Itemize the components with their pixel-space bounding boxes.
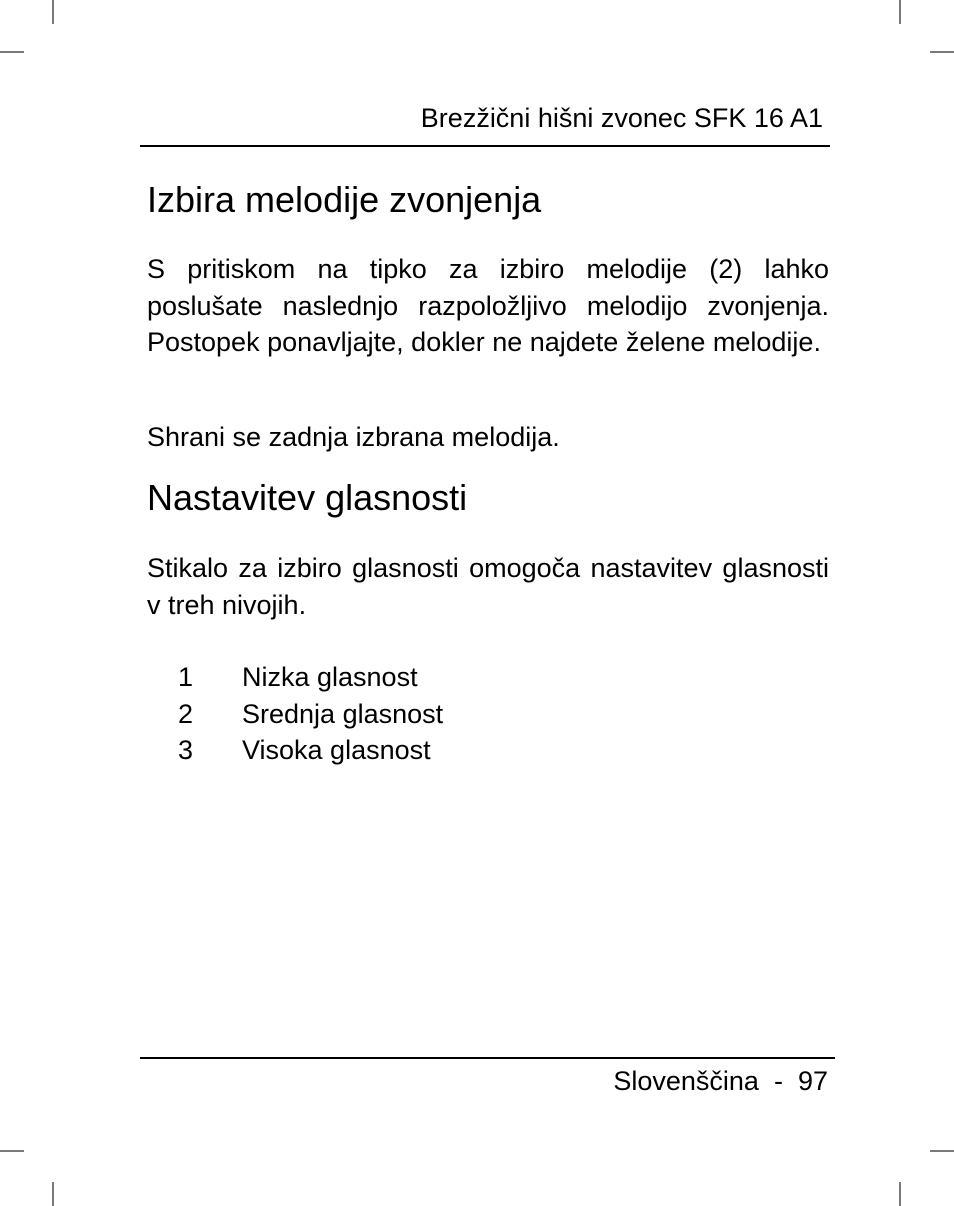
running-header: Brezžični hišni zvonec SFK 16 A1 — [420, 103, 823, 133]
list-item — [178, 696, 443, 733]
crop-mark — [52, 1182, 54, 1206]
list-item-label: Visoka glasnost — [242, 735, 431, 765]
footer-language: Slovenščina — [613, 1066, 759, 1096]
list-item — [178, 732, 443, 769]
volume-level-list — [178, 659, 443, 769]
header-rule — [140, 145, 830, 147]
paragraph-volume-instructions: Stikalo za izbiro glasnosti omogoča nastavitev glasnosti v treh nivojih. — [147, 553, 829, 620]
crop-mark — [930, 1150, 954, 1152]
list-item-label: Nizka glasnost — [242, 662, 418, 692]
paragraph-ringtone-saved: Shrani se zadnja izbrana melodija. — [147, 422, 560, 452]
section-heading-volume: Nastavitev glasnosti — [147, 477, 468, 518]
list-item-number: 3 — [178, 735, 194, 765]
page-footer — [613, 1063, 828, 1099]
footer-rule — [140, 1057, 835, 1059]
crop-mark — [52, 0, 54, 24]
crop-mark — [930, 51, 954, 53]
crop-mark — [0, 51, 24, 53]
crop-mark — [0, 1150, 24, 1152]
paragraph-ringtone-instructions: S pritiskom na tipko za izbiro melodije (2) lahko poslušate naslednjo razpoložljivo melodijo zvonjenja. Postopek ponavljajte, dokler ne najdete želene melodije. — [147, 254, 829, 357]
list-item-label: Srednja glasnost — [242, 698, 444, 729]
list-item-number: 2 — [178, 698, 194, 729]
list-item — [178, 659, 443, 696]
page-number: 97 — [797, 1066, 828, 1096]
footer-separator: - — [773, 1066, 783, 1096]
list-item-number: 1 — [178, 662, 194, 692]
crop-mark — [899, 1182, 901, 1206]
section-heading-ringtone: Izbira melodije zvonjenja — [147, 179, 542, 220]
crop-mark — [899, 0, 901, 24]
